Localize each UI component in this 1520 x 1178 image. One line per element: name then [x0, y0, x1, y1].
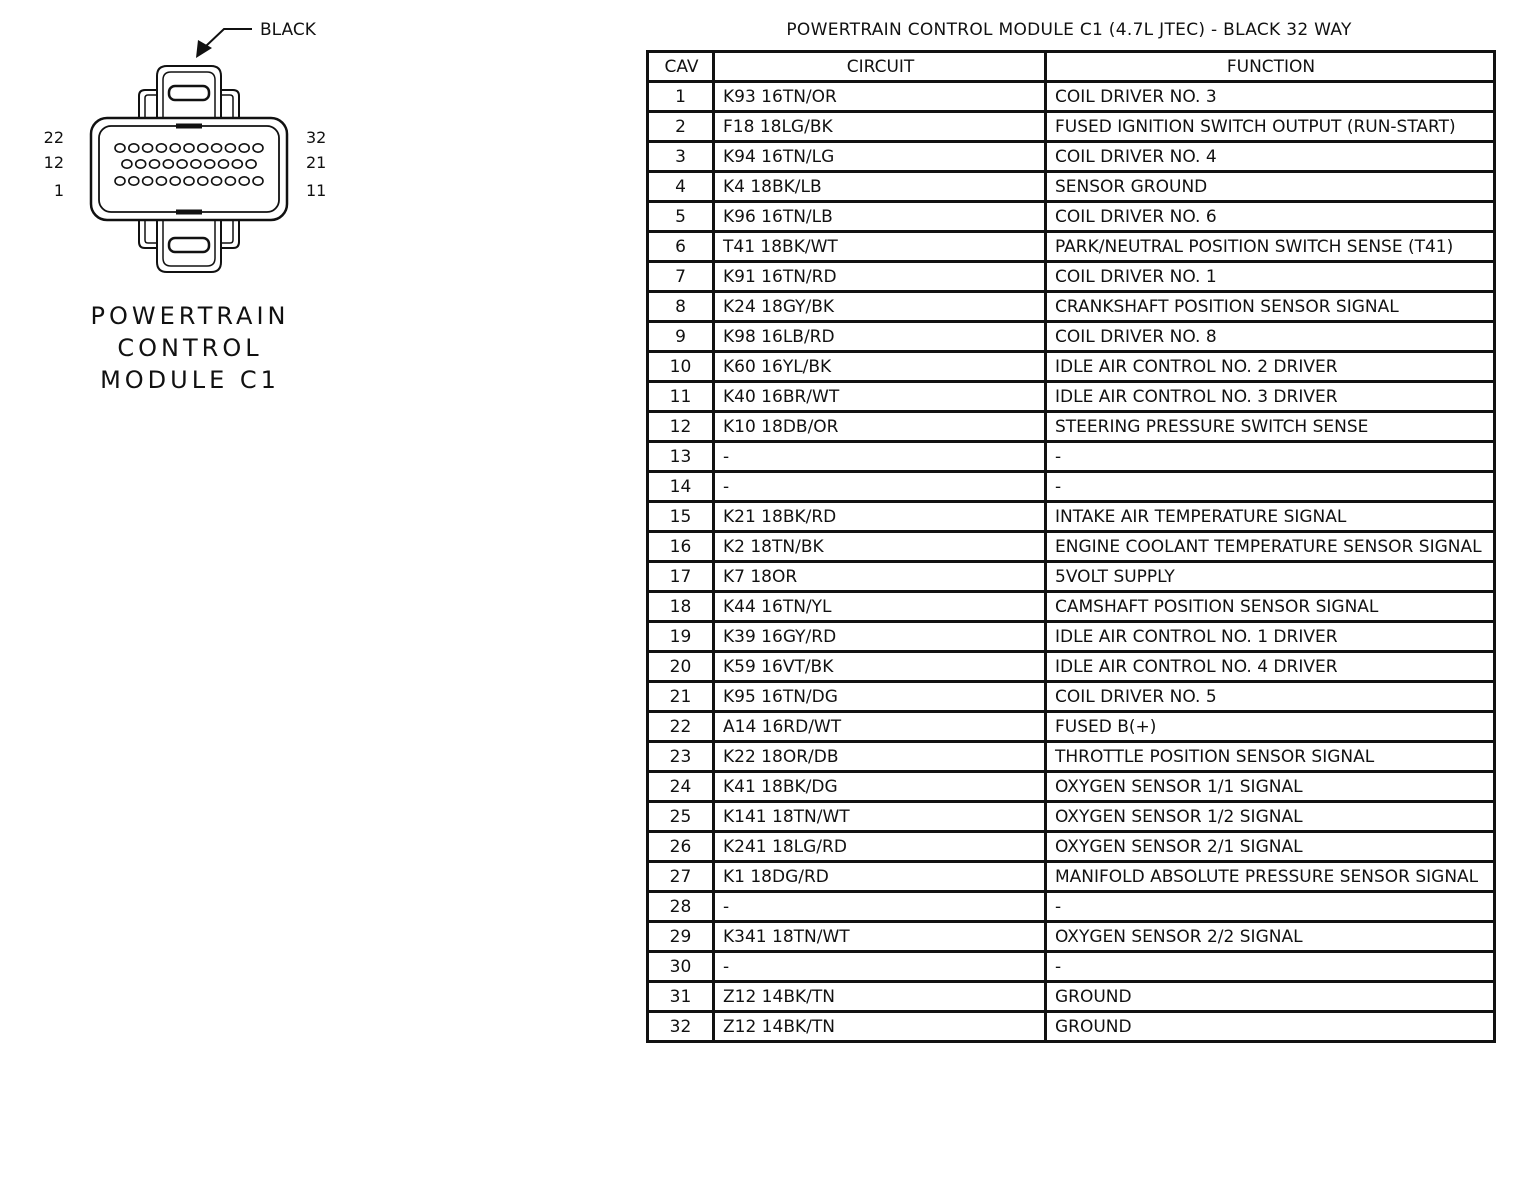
cav-cell: 20: [648, 652, 714, 682]
function-cell: IDLE AIR CONTROL NO. 4 DRIVER: [1046, 652, 1495, 682]
column-header-function: FUNCTION: [1046, 52, 1495, 82]
function-cell: FUSED B(+): [1046, 712, 1495, 742]
table-row: [648, 82, 1495, 112]
cav-cell: 7: [648, 262, 714, 292]
table-row: [648, 352, 1495, 382]
function-cell: COIL DRIVER NO. 1: [1046, 262, 1495, 292]
bottom-latch: [157, 220, 221, 272]
function-cell: OXYGEN SENSOR 2/2 SIGNAL: [1046, 922, 1495, 952]
function-cell: GROUND: [1046, 1012, 1495, 1042]
cav-cell: 11: [648, 382, 714, 412]
function-cell: -: [1046, 892, 1495, 922]
circuit-cell: K21 18BK/RD: [714, 502, 1046, 532]
circuit-cell: K24 18GY/BK: [714, 292, 1046, 322]
function-cell: MANIFOLD ABSOLUTE PRESSURE SENSOR SIGNAL: [1046, 862, 1495, 892]
cav-cell: 19: [648, 622, 714, 652]
function-cell: OXYGEN SENSOR 2/1 SIGNAL: [1046, 832, 1495, 862]
function-cell: -: [1046, 442, 1495, 472]
cav-cell: 30: [648, 952, 714, 982]
module-title: [40, 300, 340, 396]
connector-diagram: [0, 0, 400, 290]
circuit-cell: K93 16TN/OR: [714, 82, 1046, 112]
cav-cell: 18: [648, 592, 714, 622]
cav-cell: 32: [648, 1012, 714, 1042]
cav-cell: 22: [648, 712, 714, 742]
cav-cell: 16: [648, 532, 714, 562]
circuit-cell: K41 18BK/DG: [714, 772, 1046, 802]
circuit-cell: F18 18LG/BK: [714, 112, 1046, 142]
table-row: [648, 262, 1495, 292]
function-cell: IDLE AIR CONTROL NO. 1 DRIVER: [1046, 622, 1495, 652]
table-row: [648, 922, 1495, 952]
table-row: [648, 412, 1495, 442]
table-row: [648, 502, 1495, 532]
circuit-cell: Z12 14BK/TN: [714, 1012, 1046, 1042]
table-row: [648, 982, 1495, 1012]
circuit-cell: K241 18LG/RD: [714, 832, 1046, 862]
circuit-cell: -: [714, 952, 1046, 982]
function-cell: CAMSHAFT POSITION SENSOR SIGNAL: [1046, 592, 1495, 622]
pin-label-12: 12: [43, 153, 64, 172]
cav-cell: 1: [648, 82, 714, 112]
circuit-cell: K10 18DB/OR: [714, 412, 1046, 442]
connector-housing-outer: [91, 118, 287, 220]
function-cell: IDLE AIR CONTROL NO. 3 DRIVER: [1046, 382, 1495, 412]
column-header-circuit: CIRCUIT: [714, 52, 1046, 82]
table-row: [648, 952, 1495, 982]
cav-cell: 3: [648, 142, 714, 172]
cav-cell: 21: [648, 682, 714, 712]
table-row: [648, 892, 1495, 922]
connector-color-label: BLACK: [260, 20, 316, 40]
cav-cell: 12: [648, 412, 714, 442]
cav-cell: 17: [648, 562, 714, 592]
circuit-cell: K39 16GY/RD: [714, 622, 1046, 652]
cav-cell: 23: [648, 742, 714, 772]
table-row: [648, 772, 1495, 802]
table-row: [648, 1012, 1495, 1042]
cav-cell: 14: [648, 472, 714, 502]
function-cell: SENSOR GROUND: [1046, 172, 1495, 202]
circuit-cell: K341 18TN/WT: [714, 922, 1046, 952]
circuit-cell: K141 18TN/WT: [714, 802, 1046, 832]
function-cell: PARK/NEUTRAL POSITION SWITCH SENSE (T41): [1046, 232, 1495, 262]
circuit-cell: K1 18DG/RD: [714, 862, 1046, 892]
cav-cell: 15: [648, 502, 714, 532]
cav-cell: 24: [648, 772, 714, 802]
table-row: [648, 472, 1495, 502]
table-row: [648, 172, 1495, 202]
circuit-cell: K91 16TN/RD: [714, 262, 1046, 292]
cav-cell: 8: [648, 292, 714, 322]
pin-label-21: 21: [306, 153, 327, 172]
function-cell: COIL DRIVER NO. 5: [1046, 682, 1495, 712]
function-cell: COIL DRIVER NO. 4: [1046, 142, 1495, 172]
circuit-cell: -: [714, 442, 1046, 472]
table-header-row: [648, 52, 1495, 82]
function-cell: FUSED IGNITION SWITCH OUTPUT (RUN-START): [1046, 112, 1495, 142]
top-latch-slot: [169, 86, 209, 100]
pinout-table-body: [648, 82, 1495, 1042]
module-title-line-2: CONTROL: [117, 334, 263, 362]
function-cell: COIL DRIVER NO. 8: [1046, 322, 1495, 352]
circuit-cell: K44 16TN/YL: [714, 592, 1046, 622]
table-row: [648, 802, 1495, 832]
table-row: [648, 592, 1495, 622]
function-cell: 5VOLT SUPPLY: [1046, 562, 1495, 592]
table-row: [648, 232, 1495, 262]
table-row: [648, 292, 1495, 322]
circuit-cell: K59 16VT/BK: [714, 652, 1046, 682]
function-cell: CRANKSHAFT POSITION SENSOR SIGNAL: [1046, 292, 1495, 322]
cav-cell: 6: [648, 232, 714, 262]
circuit-cell: K40 16BR/WT: [714, 382, 1046, 412]
cav-cell: 4: [648, 172, 714, 202]
cav-cell: 9: [648, 322, 714, 352]
top-latch: [157, 66, 221, 118]
table-row: [648, 112, 1495, 142]
table-row: [648, 322, 1495, 352]
function-cell: OXYGEN SENSOR 1/1 SIGNAL: [1046, 772, 1495, 802]
table-row: [648, 442, 1495, 472]
function-cell: INTAKE AIR TEMPERATURE SIGNAL: [1046, 502, 1495, 532]
function-cell: -: [1046, 472, 1495, 502]
circuit-cell: A14 16RD/WT: [714, 712, 1046, 742]
table-row: [648, 382, 1495, 412]
callout-leader-line: [206, 29, 252, 46]
circuit-cell: -: [714, 892, 1046, 922]
cav-cell: 27: [648, 862, 714, 892]
cav-cell: 31: [648, 982, 714, 1012]
table-row: [648, 202, 1495, 232]
table-row: [648, 652, 1495, 682]
circuit-cell: K94 16TN/LG: [714, 142, 1046, 172]
circuit-cell: K60 16YL/BK: [714, 352, 1046, 382]
circuit-cell: T41 18BK/WT: [714, 232, 1046, 262]
module-title-line-3: MODULE C1: [100, 366, 280, 394]
table-row: [648, 832, 1495, 862]
function-cell: STEERING PRESSURE SWITCH SENSE: [1046, 412, 1495, 442]
table-row: [648, 562, 1495, 592]
function-cell: IDLE AIR CONTROL NO. 2 DRIVER: [1046, 352, 1495, 382]
cav-cell: 5: [648, 202, 714, 232]
table-row: [648, 682, 1495, 712]
pin-label-11: 11: [306, 181, 327, 200]
circuit-cell: K2 18TN/BK: [714, 532, 1046, 562]
circuit-cell: K4 18BK/LB: [714, 172, 1046, 202]
column-header-cav: CAV: [648, 52, 714, 82]
cav-cell: 26: [648, 832, 714, 862]
circuit-cell: K98 16LB/RD: [714, 322, 1046, 352]
function-cell: GROUND: [1046, 982, 1495, 1012]
function-cell: COIL DRIVER NO. 6: [1046, 202, 1495, 232]
function-cell: THROTTLE POSITION SENSOR SIGNAL: [1046, 742, 1495, 772]
module-title-line-1: POWERTRAIN: [90, 302, 290, 330]
pin-label-22: 22: [43, 128, 64, 147]
pin-label-1: 1: [53, 181, 64, 200]
cav-cell: 13: [648, 442, 714, 472]
table-row: [648, 742, 1495, 772]
pinout-table: [646, 50, 1496, 1043]
bottom-latch-slot: [169, 238, 209, 252]
cav-cell: 10: [648, 352, 714, 382]
table-row: [648, 532, 1495, 562]
cav-cell: 25: [648, 802, 714, 832]
table-title: POWERTRAIN CONTROL MODULE C1 (4.7L JTEC) - BLACK 32 WAY: [786, 20, 1352, 40]
function-cell: -: [1046, 952, 1495, 982]
circuit-cell: K96 16TN/LB: [714, 202, 1046, 232]
circuit-cell: -: [714, 472, 1046, 502]
circuit-cell: K22 18OR/DB: [714, 742, 1046, 772]
function-cell: COIL DRIVER NO. 3: [1046, 82, 1495, 112]
table-row: [648, 862, 1495, 892]
circuit-cell: Z12 14BK/TN: [714, 982, 1046, 1012]
table-row: [648, 622, 1495, 652]
cav-cell: 29: [648, 922, 714, 952]
table-row: [648, 712, 1495, 742]
function-cell: OXYGEN SENSOR 1/2 SIGNAL: [1046, 802, 1495, 832]
pin-label-32: 32: [306, 128, 327, 147]
circuit-cell: K7 18OR: [714, 562, 1046, 592]
cav-cell: 2: [648, 112, 714, 142]
table-row: [648, 142, 1495, 172]
function-cell: ENGINE COOLANT TEMPERATURE SENSOR SIGNAL: [1046, 532, 1495, 562]
cav-cell: 28: [648, 892, 714, 922]
circuit-cell: K95 16TN/DG: [714, 682, 1046, 712]
